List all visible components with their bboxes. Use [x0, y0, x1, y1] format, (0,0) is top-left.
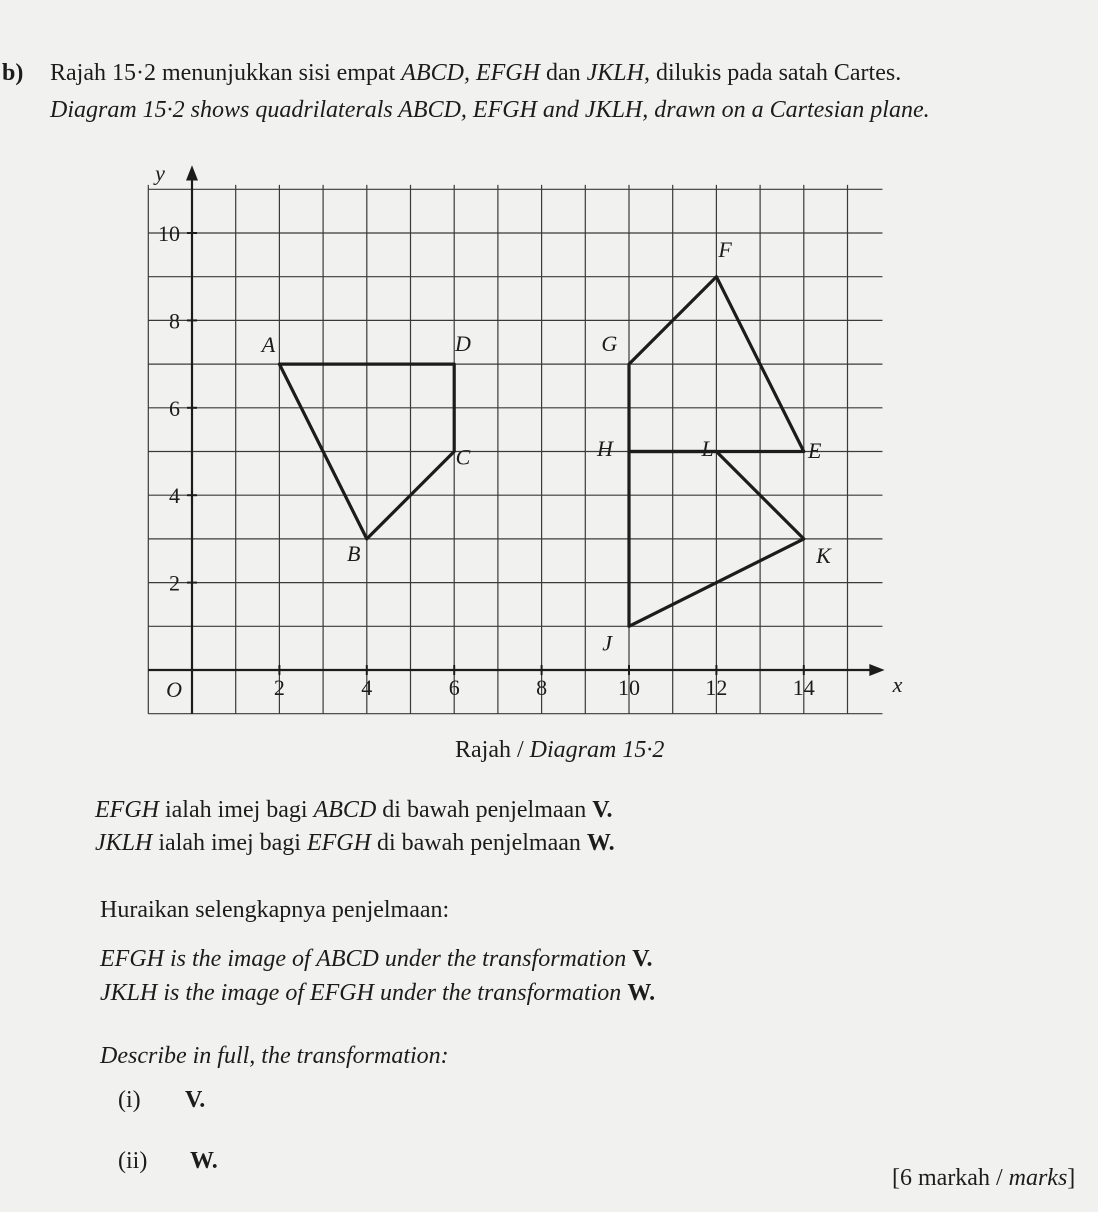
statement-en-2: [100, 980, 655, 1007]
x-axis-arrow: [869, 664, 884, 676]
instruction-english: Describe in full, the transformation:: [100, 1043, 449, 1069]
statement-ms-1-shape: EFGH: [95, 797, 159, 823]
y-axis-arrow: [186, 165, 198, 180]
statement-ms-2-src: EFGH: [306, 830, 371, 856]
marks-label: [892, 1165, 1075, 1192]
y-tick-label: 6: [169, 395, 180, 421]
y-axis-label: y: [155, 160, 165, 186]
statement-ms-2: [95, 830, 615, 857]
intro-malay-text-1: Rajah 15·2 menunjukkan sisi empat: [50, 60, 402, 86]
intro-malay-shapes: ABCD, EFGH: [401, 60, 540, 86]
statement-ms-2-shape: JKLH: [95, 830, 153, 856]
statement-en-1: [100, 946, 652, 973]
diagram-caption: [455, 737, 664, 764]
part-label: b): [2, 60, 24, 86]
axes: [148, 165, 884, 713]
vertex-label-h: H: [597, 435, 613, 461]
x-tick-label: 6: [448, 675, 460, 700]
intro-malay-text-2: , dilukis pada satah Cartes.: [643, 60, 902, 86]
vertex-label-k: K: [816, 542, 831, 568]
vertex-label-f: F: [718, 237, 732, 263]
vertex-label-d: D: [454, 330, 471, 356]
statement-ms-2-transform: W.: [586, 830, 615, 856]
part-i-label: (i): [118, 1087, 141, 1113]
y-tick-label: 2: [169, 570, 180, 596]
statement-en-1-text: EFGH is the image of ABCD under the transformation: [100, 946, 633, 972]
statement-ms-1-transform: V.: [592, 797, 613, 823]
origin-label: O: [166, 677, 182, 702]
vertex-label-c: C: [455, 444, 471, 470]
vertex-label-b: B: [346, 540, 361, 566]
statement-ms-1-text: ialah imej bagi: [158, 797, 314, 823]
statement-ms-1-src: ABCD: [313, 797, 377, 823]
x-tick-label: 8: [536, 675, 548, 700]
vertex-label-g: G: [601, 330, 618, 356]
statement-ms-1: [95, 797, 612, 824]
grid: [148, 185, 882, 714]
intro-english: Diagram 15·2 shows quadrilaterals ABCD, EFGH and JKLH, drawn on a Cartesian plane.: [50, 97, 930, 123]
part-i-transform: V.: [185, 1087, 206, 1113]
caption-english: Diagram 15·2: [529, 737, 665, 763]
statement-ms-2-end: di bawah penjelmaan: [370, 830, 587, 856]
intro-malay-dan: dan: [539, 60, 587, 86]
part-ii-transform: W.: [190, 1148, 218, 1174]
y-tick-label: 4: [169, 483, 180, 509]
y-tick-label: 8: [169, 308, 180, 334]
x-tick-label: 2: [273, 675, 285, 700]
vertex-label-a: A: [261, 331, 276, 357]
statement-ms-2-text: ialah imej bagi: [152, 830, 307, 856]
statement-en-2-transform: W.: [627, 980, 656, 1006]
vertex-label-e: E: [807, 438, 822, 464]
marks-text-close: ]: [1067, 1165, 1076, 1191]
marks-text-ms: [6 markah /: [892, 1165, 1009, 1191]
intro-malay-shape3: JKLH: [586, 60, 644, 86]
caption-malay: Rajah /: [455, 737, 530, 763]
y-tick-label: 10: [158, 221, 180, 246]
vertex-label-l: L: [701, 435, 714, 461]
x-tick-label: 12: [705, 675, 728, 700]
x-tick-label: 14: [792, 675, 815, 700]
statement-en-1-transform: V.: [632, 946, 653, 972]
x-tick-label: 4: [361, 675, 373, 700]
instruction-malay: Huraikan selengkapnya penjelmaan:: [100, 897, 450, 923]
statement-en-2-text: JKLH is the image of EFGH under the transformation: [100, 980, 628, 1006]
x-axis-label: x: [892, 672, 903, 697]
part-ii-label: (ii): [118, 1148, 148, 1174]
labels: [153, 161, 903, 702]
statement-ms-1-end: di bawah penjelmaan: [376, 797, 593, 823]
vertex-label-j: J: [602, 630, 613, 656]
x-tick-label: 10: [618, 675, 640, 700]
marks-text-en: marks: [1008, 1165, 1068, 1191]
